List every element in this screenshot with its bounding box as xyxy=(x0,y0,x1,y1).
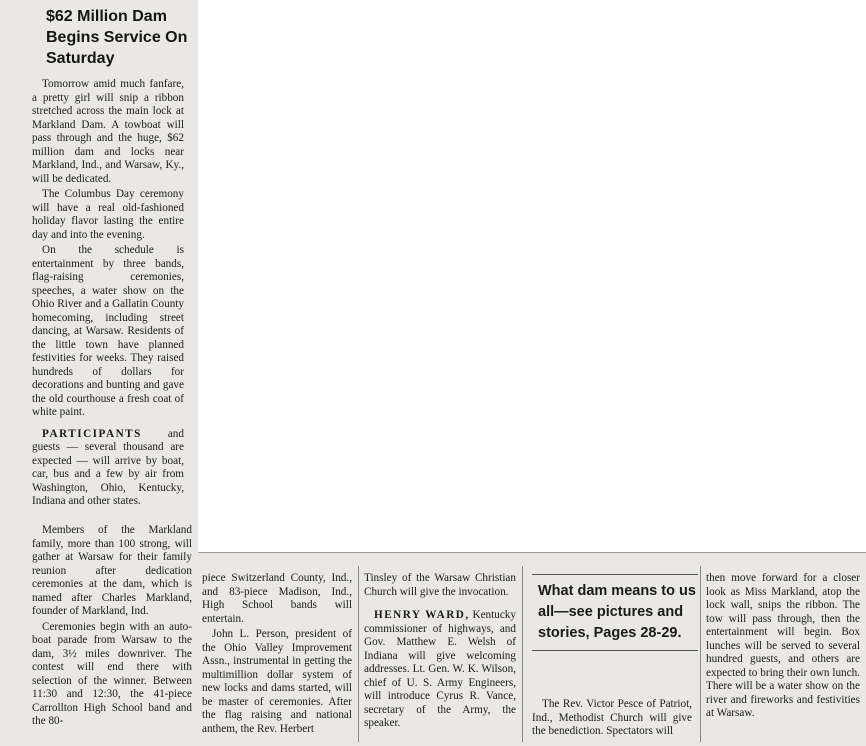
paragraph-participants xyxy=(32,428,184,509)
top-divider xyxy=(198,552,866,553)
paragraph-bands: piece Switzerland County, Ind., and 83-piece Madison, Ind., High School bands will entertain. xyxy=(202,572,352,625)
column-divider-3 xyxy=(700,566,701,742)
paragraph-columbus-day: The Columbus Day ceremony will have a real old-fashioned holiday flavor lasting the entire day and into the evening. xyxy=(32,188,184,241)
subhead-ward: HENRY WARD, xyxy=(374,609,470,621)
column-invocation xyxy=(364,572,516,731)
paragraph-schedule: On the schedule is entertainment by three bands, flag-raising ceremonies, speeches, a water show on the Ohio River and a Gallatin County homecoming, including street dancing, at Warsaw. Residents of the little town have planned festivities for weeks. They raised hundreds of dollars for decorations and bunting and gave the old courthouse a fresh coat of white paint. xyxy=(32,244,184,418)
headline: $62 Million Dam Begins Service On Saturday xyxy=(46,8,188,67)
column-divider-2 xyxy=(522,566,523,742)
main-body xyxy=(32,78,184,509)
cross-reference-text: What dam means to us all—see pictures and stories, Pages 28-29. xyxy=(538,583,696,641)
paragraph-ribbon: then move forward for a closer look as Miss Markland, atop the lock wall, snips the ribbon. The tow will pass through, then the entertainment will begin. Box lunches will be served to several hundred guests, and others are expected to bring their own lunch. There will be a water show on the river and fireworks and festivities at Warsaw. xyxy=(706,572,860,719)
article-continuation-strip xyxy=(198,552,866,746)
main-column-lower xyxy=(0,520,198,746)
paragraph-benediction: The Rev. Victor Pesce of Patriot, Ind., Methodist Church will give the benediction. Spectators will xyxy=(532,698,692,737)
paragraph-person: John L. Person, president of the Ohio Valley Improvement Assn., instrumental in getting the multimillion dollar system of new locks and dams started, will be master of ceremonies. After the flag raising and national anthem, the Rev. Herbert xyxy=(202,628,352,735)
column-divider xyxy=(358,566,359,742)
paragraph-intro: Tomorrow amid much fanfare, a pretty girl will snip a ribbon stretched across the main lock at Markland Dam. A towboat will pass through and the huge, $62 million dam and locks near Markland, Ind., and Warsaw, Ky., will be dedicated. xyxy=(32,78,184,185)
paragraph-ward xyxy=(364,609,516,731)
main-lower-body xyxy=(32,524,192,729)
paragraph-ceremonies: Ceremonies begin with an auto-boat parade from Warsaw to the dam, 3½ miles downriver. The contest will end there with selection of the winner. Between 11:30 and 12:30, the 41-piece Carrollton High School band and the 80- xyxy=(32,620,192,727)
participants-text: and guests — several thousand are expected — will arrive by boat, car, bus and a few by air from Washington, Ohio, Kentucky, Indiana and other states. xyxy=(32,427,184,507)
cross-reference-box xyxy=(532,574,698,651)
paragraph-markland-family: Members of the Markland family, more than 100 strong, will gather at Warsaw for their family reunion after dedication ceremonies at the dam, which is named after Charles Markland, founder of Markland, Ind. xyxy=(32,524,192,617)
subhead-participants: PARTICIPANTS xyxy=(42,427,142,440)
column-bands xyxy=(202,572,352,736)
ward-text: Kentucky commissioner of highways, and Gov. Matthew E. Welsh of Indiana will give welcoming addresses. Lt. Gen. W. K. Wilson, chief of U. S. Army Engineers, will introduce Cyrus R. Vance, secretary of the Army, the speaker. xyxy=(364,609,516,729)
column-ribbon xyxy=(706,572,860,721)
paragraph-invocation: Tinsley of the Warsaw Christian Church will give the invocation. xyxy=(364,572,516,598)
column-benediction xyxy=(532,698,692,739)
